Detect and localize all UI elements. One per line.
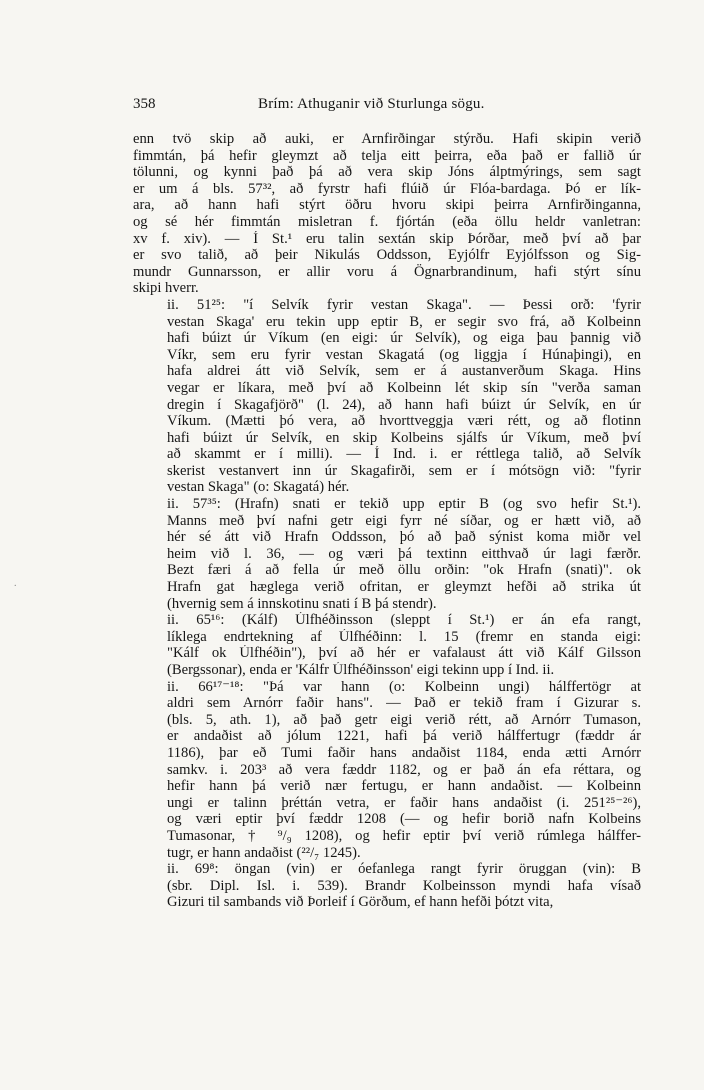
running-head: Brím: Athuganir við Sturlunga sögu. bbox=[258, 96, 485, 112]
text-line: ii. 66¹⁷⁻¹⁸: "Þá var hann (o: Kolbeinn ungi) hálffertögr at bbox=[167, 678, 641, 695]
text-line: er um á bls. 57³², að fyrstr hafi flúið úr Flóa-bardaga. Þó er lík- bbox=[133, 180, 641, 197]
text-line: samkv. i. 203³ að vera fæddr 1182, og er það án efa réttara, og bbox=[167, 761, 641, 778]
text-line: fimmtán, þá hefir gleymzt að telja eitt þeirra, eða það er fallið úr bbox=[133, 147, 641, 164]
text-line: og væri eptir því fæddr 1208 (— og hefir borið nafn Kolbeins bbox=[167, 811, 641, 828]
text-line: vestan Skaga' eru tekin upp eptir B, er segir svo frá, að Kolbeinn bbox=[167, 313, 641, 330]
paragraph bbox=[133, 679, 641, 862]
text-line: Hrafn gat hæglega verið ofritan, er gleymzt hefði að strika út bbox=[167, 579, 641, 596]
text-line: (Bergssonar), enda er 'Kálfr Úlfhéðinsson' eigi tekinn upp í Ind. ii. bbox=[167, 662, 555, 678]
text-line: (sbr. Dipl. Isl. i. 539). Brandr Kolbeinsson myndi hafa vísað bbox=[167, 877, 641, 894]
text-line: tugr, er hann andaðist (²²/₇ 1245). bbox=[167, 844, 361, 861]
text-line: Manns með því nafni getr eigi fyrr né síðar, og er hætt við, að bbox=[167, 512, 641, 529]
text-line: hefir hann þá verið nær fertugu, er hann andaðist. — Kolbeinn bbox=[167, 778, 641, 795]
text-line: 1186), þar eð Tumi faðir hans andaðist 1184, enda ætti Arnórr bbox=[167, 744, 641, 761]
text-line: hafi búizt úr Víkum (en eigi: úr Selvík), og eiga þau þannig við bbox=[167, 330, 641, 347]
paragraph bbox=[133, 496, 641, 612]
text-line: aldri sem Arnórr faðir hans". — Það er tekið fram í Gizurar s. bbox=[167, 695, 641, 712]
text-line: enn tvö skip að auki, er Arnfirðingar stýrðu. Hafi skipin verið bbox=[133, 131, 641, 147]
text-line: Tumasonar, † ⁹/₉ 1208), og hefir eptir því verið rúmlega hálffer- bbox=[167, 827, 641, 844]
text-line: vegar er líkara, með því að Kolbeinn lét skip sín "verða saman bbox=[167, 379, 641, 396]
page-number: 358 bbox=[133, 96, 156, 112]
text-line: tölunni, og kynni það þá að vera skip Jóns álptmýrings, sem sagt bbox=[133, 164, 641, 181]
text-line: xv f. xiv). — Í St.¹ eru talin sextán skip Þórðar, með því að þar bbox=[133, 230, 641, 247]
text-line: að skammt er í milli). — Í Ind. i. er réttlega talið, að Selvík bbox=[167, 446, 641, 463]
text-line: ii. 57³⁵: (Hrafn) snati er tekið upp eptir B (og svo hefir St.¹). bbox=[167, 496, 641, 513]
paragraph bbox=[133, 861, 641, 911]
text-line: mundr Gunnarsson, er allir voru á Ögnarbrandinum, hafi stýrt sínu bbox=[133, 263, 641, 280]
paragraph bbox=[133, 131, 641, 297]
text-line: og sé hér fimmtán misletran f. fjórtán (eða öllu heldr vanletran: bbox=[133, 213, 641, 230]
book-page: 358 Brím: Athuganir við Sturlunga sögu. enn tvö skip að auki, er Arnfirðingar stýrðu. Hafi skipin verið fimmtán, þá hefir gleymzt að telja eitt þeirra, eða það er fallið úr tölunni, og kynni það þá að vera skip Jóns álptmýrings, sem sagt er um á bls. 57³², að fyrstr hafi flúið úr Flóa-bardaga. Þó er lík- ara, að hann hafi stýrt öðru hvoru skipi þeirra Arnfirðinganna, og sé hér fimmtán misletran f. fjórtán (eða öllu heldr vanletran: xv f. xiv). — Í St.¹ eru talin sextán skip Þórðar, með því að þar er svo talið, að þeir Nikulás Oddsson, Eyjólfr Eyjólfsson og Sig- mundr Gunnarsson, er allir voru á Ögnarbrandinum, hafi stýrt sínu skipi hverr. ii. 51²⁵: "í Selvík fyrir vestan Skaga". — Þessi orð: 'fyrir vestan Skaga' eru tekin upp eptir B, er segir svo frá, að Kolbeinn hafi búizt úr Víkum (en eigi: úr Selvík), og eiga þau þannig við Víkr, sem eru fyrir vestan Skagatá (og liggja í Húnaþingi), en hafa aldrei átt við Selvík, sem er á austanverðum Skaga. Hins vegar er líkara, með því að Kolbeinn lét skip sín "verða saman dregin í Skagafjörð" (l. 24), að hann hafi búizt úr Selvík, en úr Víkum. (Mætti þó vera, að hvorttveggja væri rétt, og að flotinn hafi búizt úr Selvík, en skip Kolbeins sjálfs úr Víkum, með því að skammt er í milli). — Í Ind. i. er réttlega talið, að Selvík skerist vestanvert inn úr Skagafirði, sem er í mótsögn við: "fyrir vestan Skaga" (o: Skagatá) hér. ii. 57³⁵: (Hrafn) snati er tekið upp eptir B (og svo hefir St.¹). Manns með því nafni getr eigi fyrr né síðar, og er hætt við, að hér sé átt við Hrafn Oddsson, þó að það sýnist koma miðr vel heim við l. 36, — og væri þá textinn eitthvað úr lagi færðr. Bezt færi á að fella úr með öllu orðin: "ok Hrafn (snati)". ok Hrafn gat hæglega verið ofritan, er gleymzt hefði að strika út (hvernig sem á innskotinu snati í B þá stendr). ii. 65¹⁶: (Kálf) Úlfhéðinsson (sleppt í St.¹) er án efa rangt, líklega endrtekning af Úlfhéðinn: l. 15 (fremr en standa eigi: "Kálf ok Úlfhéðin"), því að hér er vafalaust átt við Kálf Gilsson (Bergssonar), enda er 'Kálfr Úlfhéðinsson' eigi tekinn upp í Ind. ii. ii. 66¹⁷⁻¹⁸: "Þá var hann (o: Kolbeinn ungi) hálffertögr at aldri sem Arnórr faðir hans". — Það er tekið fram í Gizurar s. (bls. 5, ath. 1), að það getr eigi verið rétt, að Arnórr Tumason, er andaðist að jólum 1221, hafi þá verið hálffertugr (fæddr ár 1186), þar eð Tumi faðir hans andaðist 1184, enda ætti Arnórr samkv. i. 203³ að vera fæddr 1182, og er það án efa réttara, og hefir hann þá verið nær fertugu, er hann andaðist. — Kolbeinn ungi er talinn þréttán vetra, er faðir hans andaðist (i. 251²⁵⁻²⁶), og væri eptir því fæddr 1208 (— og hefir borið nafn Kolbeins Tumasonar, † ⁹/₉ 1208), og hefir eptir því verið rúmlega hálffer- tugr, er hann andaðist (²²/₇ 1245). ii. 69⁸: öngan (vin) er óefanlega rangt fyrir öruggan (vin): B (sbr. Dipl. Isl. i. 539). Brandr Kolbeinsson myndi hafa vísað Gizuri til sambands við Þorleif í Görðum, ef hann hefði þótzt vita, . bbox=[14, 96, 641, 911]
text-line: hér sé átt við Hrafn Oddsson, þó að það sýnist koma miðr vel bbox=[167, 529, 641, 546]
text-line: Bezt færi á að fella úr með öllu orðin: "ok Hrafn (snati)". ok bbox=[167, 562, 641, 579]
text-line: ii. 65¹⁶: (Kálf) Úlfhéðinsson (sleppt í St.¹) er án efa rangt, bbox=[167, 612, 641, 629]
text-line: er andaðist að jólum 1221, hafi þá verið hálffertugr (fæddr ár bbox=[167, 728, 641, 745]
text-line: heim við l. 36, — og væri þá textinn eitthvað úr lagi færðr. bbox=[167, 545, 641, 562]
paragraph bbox=[133, 297, 641, 496]
text-line: ii. 69⁸: öngan (vin) er óefanlega rangt fyrir öruggan (vin): B bbox=[167, 861, 641, 878]
text-line: skerist vestanvert inn úr Skagafirði, sem er í mótsögn við: "fyrir bbox=[167, 462, 641, 479]
text-line: hafi búizt úr Selvík, en skip Kolbeins sjálfs úr Víkum, með því bbox=[167, 429, 641, 446]
text-line: Víkr, sem eru fyrir vestan Skagatá (og liggja í Húnaþingi), en bbox=[167, 346, 641, 363]
text-line: dregin í Skagafjörð" (l. 24), að hann hafi búizt úr Selvík, en úr bbox=[167, 396, 641, 413]
paragraph bbox=[133, 612, 641, 678]
text-line: "Kálf ok Úlfhéðin"), því að hér er vafalaust átt við Kálf Gilsson bbox=[167, 645, 641, 662]
text-line: (bls. 5, ath. 1), að það getr eigi verið rétt, að Arnórr Tumason, bbox=[167, 711, 641, 728]
text-line: vestan Skaga" (o: Skagatá) hér. bbox=[167, 479, 350, 496]
text-line: Víkum. (Mætti þó vera, að hvorttveggja væri rétt, og að flotinn bbox=[167, 413, 641, 430]
text-line: líklega endrtekning af Úlfhéðinn: l. 15 (fremr en standa eigi: bbox=[167, 628, 641, 645]
text-line: skipi hverr. bbox=[133, 280, 199, 297]
text-line: ii. 51²⁵: "í Selvík fyrir vestan Skaga". — Þessi orð: 'fyrir bbox=[167, 296, 641, 313]
text-line: hafa aldrei átt við Selvík, sem er á austanverðum Skaga. Hins bbox=[167, 363, 641, 380]
text-line: ungi er talinn þréttán vetra, er faðir hans andaðist (i. 251²⁵⁻²⁶), bbox=[167, 794, 641, 811]
text-line: (hvernig sem á innskotinu snati í B þá stendr). bbox=[167, 595, 437, 612]
text-line: er svo talið, að þeir Nikulás Oddsson, Eyjólfr Eyjólfsson og Sig- bbox=[133, 247, 641, 264]
text-line: Gizuri til sambands við Þorleif í Görðum, ef hann hefði þótzt vita, bbox=[167, 894, 554, 911]
page-header bbox=[133, 96, 641, 118]
text-line: ara, að hann hafi stýrt öðru hvoru skipi þeirra Arnfirðinganna, bbox=[133, 197, 641, 214]
body-text bbox=[133, 131, 641, 911]
